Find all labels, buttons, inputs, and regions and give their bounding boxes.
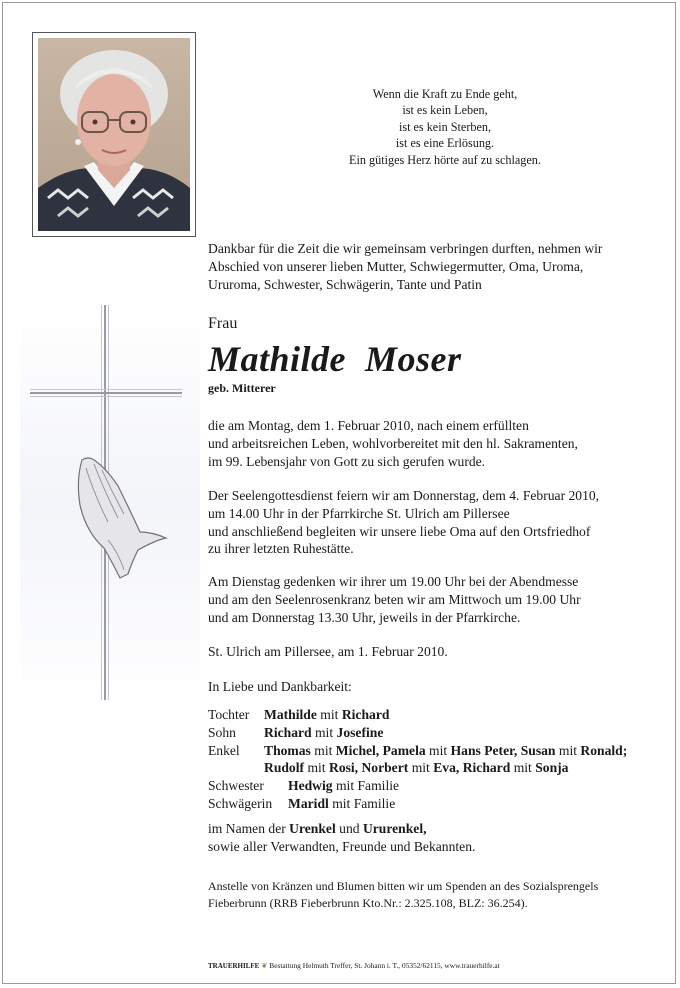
poem <box>300 86 590 168</box>
names-line: im Namen der Urenkel und Ururenkel, sowie aller Verwandten, Freunde und Bekannten. <box>208 821 476 854</box>
leaf-icon: ❦ <box>261 961 268 970</box>
closing-line: In Liebe und Dankbarkeit: <box>208 679 352 694</box>
intro-text: Dankbar für die Zeit die wir gemeinsam verbringen durften, nehmen wir Abschied von unserer lieben Mutter, Schwiegermutter, Oma, Uroma, Ururoma, Schwester, Schwägerin, Tante und Patin <box>208 241 603 292</box>
poem-line: ist es eine Erlösung. <box>395 136 495 151</box>
cross-praying-hands-icon <box>20 300 200 710</box>
donation-note: Anstelle von Kränzen und Blumen bitten wir um Spenden an des Sozialsprengels Fieberbrunn (RRB Fieberbrunn Kto.Nr.: 2.325.108, BLZ: 36.254). <box>208 879 599 910</box>
poem-line: ist es kein Leben, <box>402 103 488 118</box>
portrait-photo <box>38 38 190 231</box>
poem-line: Ein gütiges Herz hörte auf zu schlagen. <box>349 152 541 167</box>
birth-name: geb. Mitterer <box>208 381 276 395</box>
salutation: Frau <box>208 315 238 332</box>
footer-brand: TRAUERHILFE <box>208 962 260 970</box>
place-date: St. Ulrich am Pillersee, am 1. Februar 2010. <box>208 644 448 659</box>
prayer-info: Am Dienstag gedenken wir ihrer um 19.00 Uhr bei der Abendmesse und am den Seelenrosenkranz beten wir am Mittwoch um 19.00 Uhr und am Donnerstag 13.30 Uhr, jeweils in der Pfarrkirche. <box>208 574 581 625</box>
poem-line: ist es kein Sterben, <box>398 119 492 134</box>
footer <box>208 961 500 970</box>
poem-line: Wenn die Kraft zu Ende geht, <box>372 87 518 101</box>
deceased-name: Mathilde Moser <box>208 339 462 379</box>
death-notice: die am Montag, dem 1. Februar 2010, nach einem erfüllten und arbeitsreichen Leben, wohlvorbereitet mit den hl. Sakramenten, im 99. Lebensjahr von Gott zu sich gerufen wurde. <box>208 418 578 469</box>
footer-text: Bestattung Helmuth Treffer, St. Johann i. T., 05352/62115, www.trauerhilfe.at <box>269 961 500 970</box>
portrait-frame <box>32 32 196 237</box>
funeral-info: Der Seelengottesdienst feiern wir am Donnerstag, dem 4. Februar 2010, um 14.00 Uhr in der Pfarrkirche St. Ulrich am Pillersee und anschließend begleiten wir unsere liebe Oma auf den Ortsfriedhof zu ihrer letzten Ruhestätte. <box>208 488 600 557</box>
